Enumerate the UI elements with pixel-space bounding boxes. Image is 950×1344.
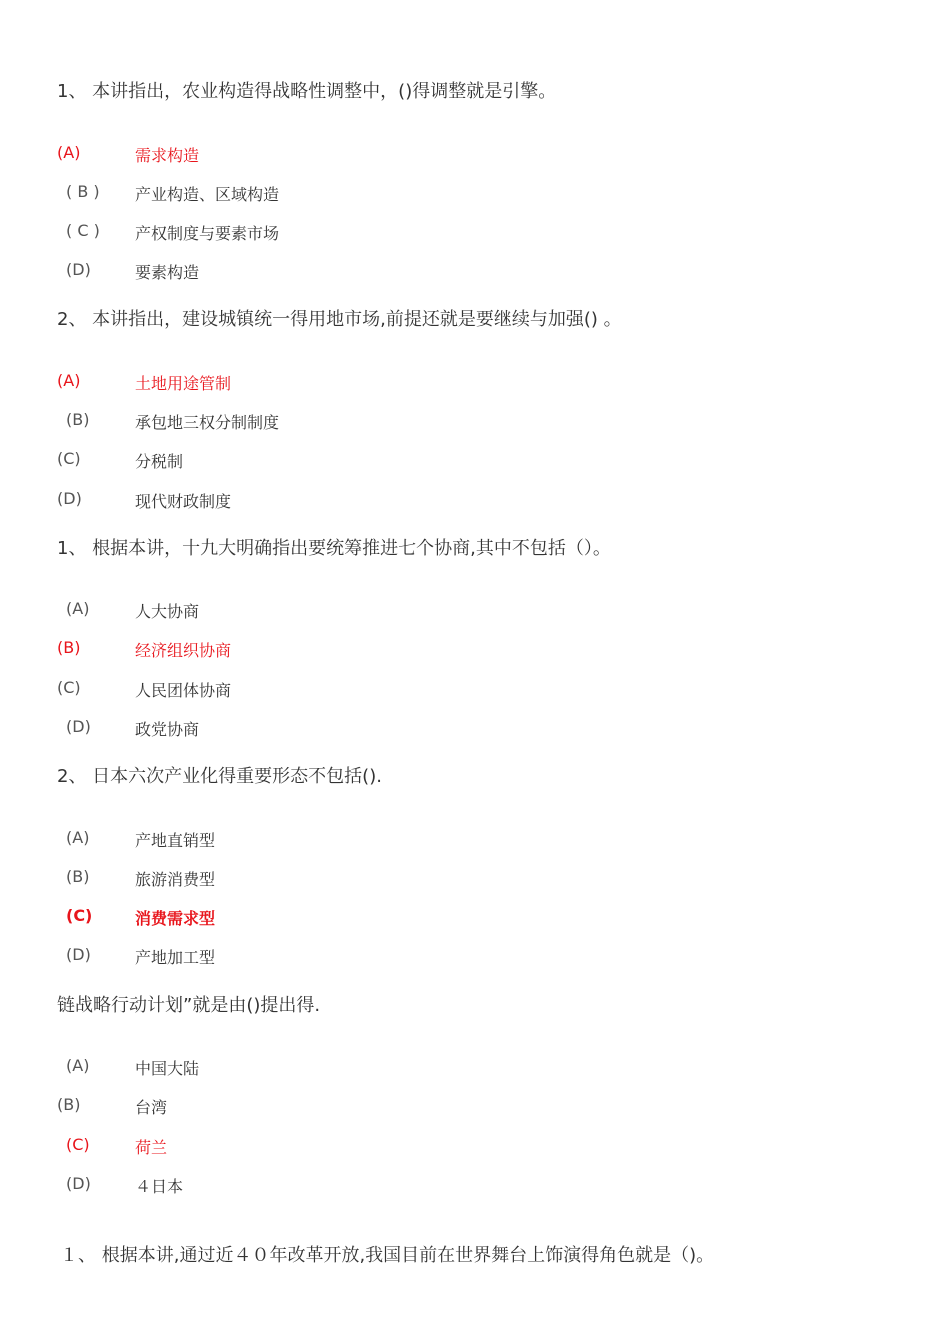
question-2-stem: 2、 本讲指出，建设城镇统一得用地市场,前提还就是要继续与加强() 。 xyxy=(57,309,622,330)
option-label: (B) xyxy=(57,638,81,657)
option-label: (C) xyxy=(57,449,81,468)
option-label: (D) xyxy=(66,945,91,964)
option-text: 土地用途管制 xyxy=(135,374,232,393)
option-text: ４日本 xyxy=(135,1177,184,1196)
option-text: 经济组织协商 xyxy=(135,641,232,660)
question-6-stem: １、 根据本讲,通过近４０年改革开放,我国目前在世界舞台上饰演得角色就是（)。 xyxy=(60,1245,715,1266)
option-label: (A) xyxy=(66,599,90,618)
question-5-stem: 链战略行动计划”就是由()提出得. xyxy=(57,995,321,1016)
option-text: 台湾 xyxy=(135,1098,168,1117)
option-label: (B) xyxy=(57,1095,81,1114)
option-text: 旅游消费型 xyxy=(135,870,216,889)
question-4-stem: 2、 日本六次产业化得重要形态不包括(). xyxy=(57,766,382,787)
option-text: 荷兰 xyxy=(135,1138,168,1157)
option-text: 人大协商 xyxy=(135,602,200,621)
option-text: 承包地三权分制制度 xyxy=(135,413,280,432)
option-label: (A) xyxy=(57,143,81,162)
option-text: 政党协商 xyxy=(135,720,200,739)
option-label: (D) xyxy=(57,489,82,508)
option-text: 要素构造 xyxy=(135,263,200,282)
option-text: 产权制度与要素市场 xyxy=(135,224,280,243)
option-text: 产业构造、区域构造 xyxy=(135,185,280,204)
option-text: 消费需求型 xyxy=(135,909,216,928)
option-label: ( B ) xyxy=(66,182,100,201)
option-text: 现代财政制度 xyxy=(135,492,232,511)
option-label: (B) xyxy=(66,410,90,429)
question-3-stem: 1、 根据本讲，十九大明确指出要统筹推进七个协商,其中不包括（）。 xyxy=(57,538,611,559)
option-label: (C) xyxy=(66,1135,90,1154)
option-label: ( C ) xyxy=(66,221,100,240)
option-label: (C) xyxy=(57,678,81,697)
question-1-stem: 1、 本讲指出，农业构造得战略性调整中，()得调整就是引擎。 xyxy=(57,81,557,102)
option-text: 产地加工型 xyxy=(135,948,216,967)
option-label: (C) xyxy=(66,906,93,925)
option-text: 产地直销型 xyxy=(135,831,216,850)
option-label: (A) xyxy=(57,371,81,390)
option-text: 中国大陆 xyxy=(135,1059,200,1078)
option-label: (A) xyxy=(66,1056,90,1075)
option-label: (D) xyxy=(66,1174,91,1193)
option-text: 分税制 xyxy=(135,452,184,471)
option-label: (B) xyxy=(66,867,90,886)
option-label: (D) xyxy=(66,717,91,736)
option-text: 需求构造 xyxy=(135,146,200,165)
option-text: 人民团体协商 xyxy=(135,681,232,700)
option-label: (D) xyxy=(66,260,91,279)
option-label: (A) xyxy=(66,828,90,847)
